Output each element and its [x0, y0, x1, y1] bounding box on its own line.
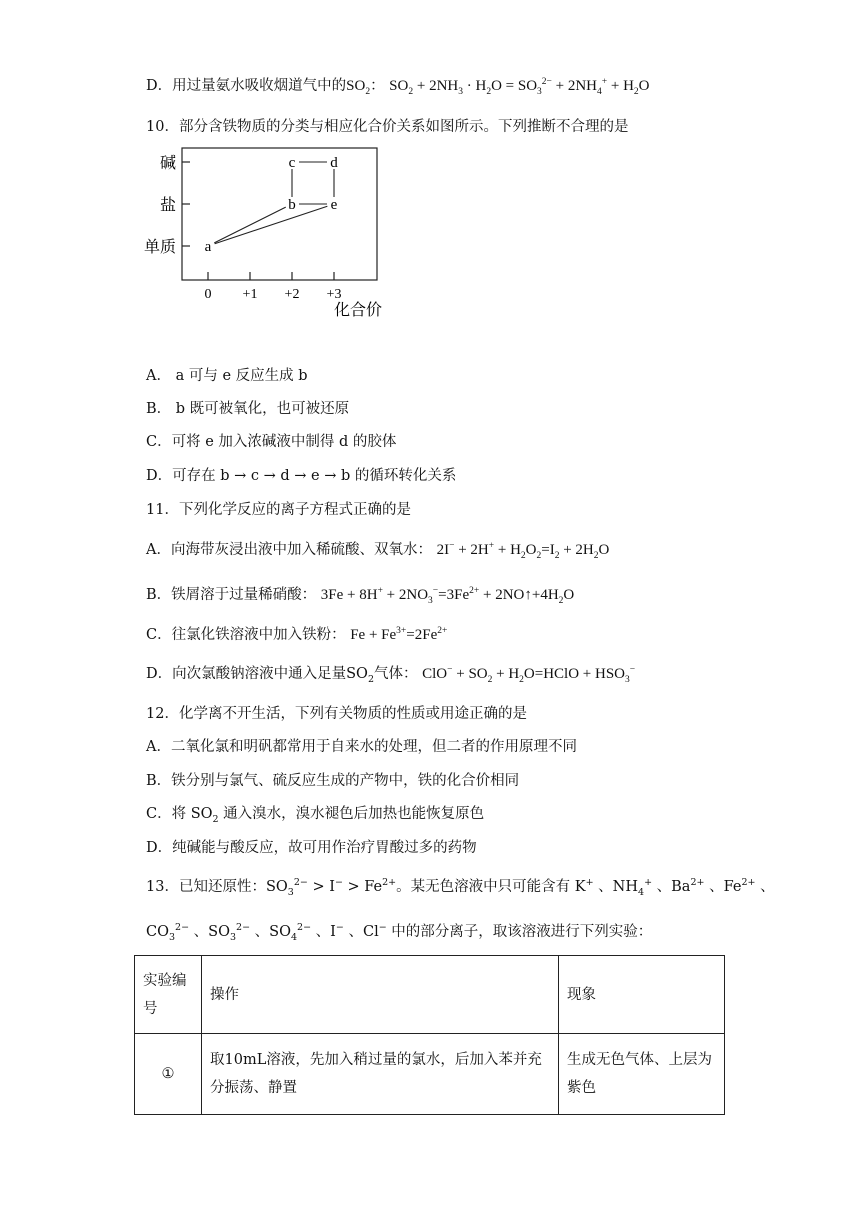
table-row: [135, 1034, 725, 1115]
q11-option-b: [146, 585, 574, 605]
q11-option-b-text: B．铁屑溶于过量稀硝酸：: [146, 587, 317, 603]
q10-option-c: C．可将 e 加入浓碱液中制得 d 的胶体: [146, 434, 397, 450]
x-tick-label: +2: [284, 287, 300, 302]
point-a: a: [204, 239, 212, 255]
point-e: e: [330, 197, 338, 213]
point-b: b: [288, 197, 296, 213]
q10-option-b: B． b 既可被氧化，也可被还原: [146, 401, 350, 417]
q9-option-d-species: $SO_2$: [346, 78, 371, 97]
point-d: d: [330, 155, 338, 171]
x-tick-label: +1: [242, 287, 258, 302]
x-axis: [205, 272, 342, 302]
q13-stem-line1: 13．已知还原性：$SO_3^{2-} > I^- > Fe^{2+}$。某无色溶液中只可能含有 K+ 、$NH_4^+$ 、$Ba^{2+}$ 、$Fe^{2+}$ 、: [146, 877, 775, 898]
q12-stem: 12．化学离不开生活，下列有关物质的性质或用途正确的是: [146, 706, 527, 722]
q12-option-c: C．将 $SO_2$ 通入溴水，溴水褪色后加热也能恢复原色: [146, 806, 485, 825]
q10-option-a: A． a 可与 e 反应生成 b: [146, 368, 308, 384]
q11-option-a-text: A．向海带灰浸出液中加入稀硫酸、双氧水：: [146, 542, 432, 558]
row-number: ①: [135, 1034, 202, 1115]
q12-option-a: A．二氧化氯和明矾都常用于自来水的处理，但二者的作用原理不同: [146, 739, 577, 755]
q11-option-a: [146, 540, 609, 560]
experiment-table: [134, 955, 725, 1115]
y-axis: [144, 153, 190, 256]
table-header-row: [135, 956, 725, 1034]
x-axis-label: 化合价: [333, 300, 383, 319]
x-tick-label: +3: [326, 287, 342, 302]
q11-stem: 11．下列化学反应的离子方程式正确的是: [146, 502, 411, 518]
q11-option-d: [146, 664, 635, 684]
q12-option-d: D．纯碱能与酸反应，故可用作治疗胃酸过多的药物: [146, 840, 477, 856]
q11-option-a-equation: $2I^- + 2H^+ + H_2O_2=I_2 + 2H_2O$: [436, 541, 610, 561]
y-tick-label: 单质: [143, 237, 176, 256]
q12-option-b: B．铁分别与氯气、硫反应生成的产物中，铁的化合价相同: [146, 773, 520, 789]
q11-option-c-equation: $Fe + Fe^{3+}=2Fe^{2+}$: [350, 626, 448, 643]
q9-option-d-equation: $SO_2 + 2NH_3 \cdot H_2O = SO_3^{2-} + 2NH_4^+ + H_2O$: [389, 77, 650, 97]
q13-stem-line2: $CO_3^{2-}$ 、$SO_3^{2-}$ 、$SO_4^{2-}$ 、I− 、Cl− 中的部分离子，取该溶液进行下列实验：: [146, 922, 653, 943]
header-phenomenon: 现象: [559, 956, 725, 1034]
q9-colon: ：: [370, 78, 385, 94]
chart-links: [214, 162, 334, 244]
q11-option-d-equation: $ClO^- + SO_2$ + $H_2O=HClO + HSO_3^-$: [422, 665, 636, 685]
iron-valence-chart: [140, 140, 400, 330]
header-experiment-number: 实验编号: [135, 956, 202, 1034]
q11-option-c-text: C．往氯化铁溶液中加入铁粉：: [146, 627, 346, 643]
chart-frame: [182, 148, 377, 280]
y-tick-label: 碱: [159, 153, 176, 172]
q9-option-d: [146, 76, 650, 96]
q11-option-b-equation: $3Fe + 8H^+ + 2NO_3^-=3Fe^{2+}$ + $2NO↑+4H_2O$: [320, 586, 575, 606]
q10-stem: 10．部分含铁物质的分类与相应化合价关系如图所示。下列推断不合理的是: [146, 119, 629, 135]
q11-option-d-text: D．向次氯酸钠溶液中通入足量$SO_2$气体：: [146, 666, 418, 685]
y-tick-label: 盐: [159, 195, 176, 214]
point-c: c: [288, 155, 296, 171]
q11-option-c: [146, 625, 447, 645]
q9-option-d-text: D．用过量氨水吸收烟道气中的: [146, 78, 347, 94]
chart-link-a-e: [215, 206, 328, 244]
row-operation: 取10mL溶液，先加入稍过量的氯水，后加入苯并充分振荡、静置: [202, 1034, 559, 1115]
row-phenomenon: 生成无色气体、上层为紫色: [559, 1034, 725, 1115]
x-tick-label: 0: [204, 287, 212, 302]
q10-option-d: D．可存在 b → c → d → e → b 的循环转化关系: [146, 468, 457, 484]
header-operation: 操作: [202, 956, 559, 1034]
chart-link-a-b: [214, 207, 285, 243]
